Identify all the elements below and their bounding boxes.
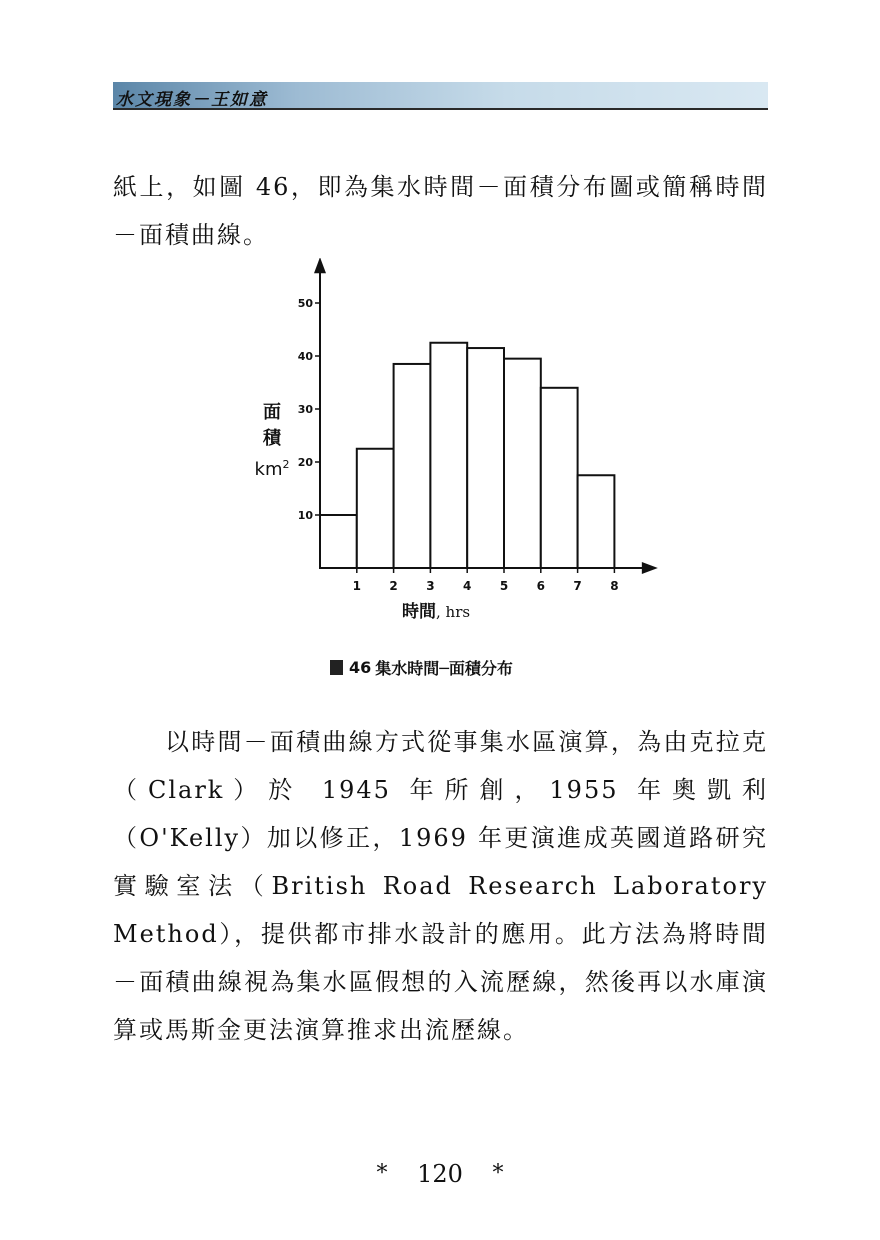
x-axis-unit: , hrs — [436, 603, 471, 621]
bar-5 — [467, 348, 504, 568]
x-tick-label-1: 1 — [352, 579, 361, 593]
x-tick-label-8: 8 — [610, 579, 619, 593]
bar-2 — [357, 449, 394, 568]
y-axis-label — [252, 400, 292, 483]
paragraph-clark-method: 以時間－面積曲線方式從事集水區演算，為由克拉克（Clark）於 1945 年所創，1955 年奧凱利（O'Kelly）加以修正，1969 年更演進成英國道路研究實驗室法（British Road Research Laboratory Method），提供都市排水設計的應用。此方法為將時間－面積曲線視為集水區假想的入流歷線，然後再以水庫演算或馬斯金更法演算推求出流歷線。 — [113, 728, 768, 1044]
x-tick-label-2: 2 — [389, 579, 398, 593]
caption-marker-icon — [330, 660, 343, 675]
y-axis-label-char-2: 積 — [263, 428, 281, 449]
x-tick-label-5: 5 — [499, 579, 509, 593]
caption-text: 集水時間─面積分布 — [375, 659, 513, 678]
y-axis-label-char-1: 面 — [263, 402, 281, 423]
x-axis-label — [402, 597, 470, 622]
footer-star-left: * — [376, 1161, 388, 1186]
x-tick-label-4: 4 — [463, 579, 472, 593]
figure-46 — [240, 258, 660, 628]
x-tick-label-3: 3 — [426, 579, 435, 593]
y-tick-label-50: 50 — [297, 297, 313, 310]
x-tick-label-7: 7 — [573, 579, 582, 593]
y-axis-unit-exponent: 2 — [282, 458, 290, 471]
bar-8 — [578, 475, 615, 568]
y-axis-unit-base: km — [254, 459, 283, 480]
x-axis-label-text: 時間 — [402, 602, 436, 622]
paragraph-intro: 紙上，如圖 46，即為集水時間－面積分布圖或簡稱時間－面積曲線。 — [113, 173, 768, 249]
y-tick-label-30: 30 — [297, 403, 313, 416]
time-area-histogram — [240, 258, 660, 628]
x-tick-label-6: 6 — [536, 579, 545, 593]
y-tick-label-20: 20 — [297, 456, 313, 469]
bar-7 — [541, 388, 578, 568]
bar-4 — [430, 343, 467, 568]
y-tick-label-10: 10 — [297, 509, 313, 522]
bar-6 — [504, 359, 541, 568]
y-axis-arrow-icon — [314, 258, 326, 273]
y-axis-unit — [252, 452, 292, 483]
footer-star-right: * — [492, 1161, 504, 1186]
y-tick-label-40: 40 — [297, 350, 313, 363]
running-header-title: 水文現象－王如意 — [116, 90, 268, 110]
caption-number: 46 — [349, 658, 372, 677]
bar-3 — [394, 364, 431, 568]
bar-1 — [320, 515, 357, 568]
x-axis-arrow-icon — [642, 562, 658, 574]
figure-caption — [330, 656, 513, 679]
page-footer — [0, 1160, 880, 1188]
page-number: 120 — [417, 1160, 463, 1188]
